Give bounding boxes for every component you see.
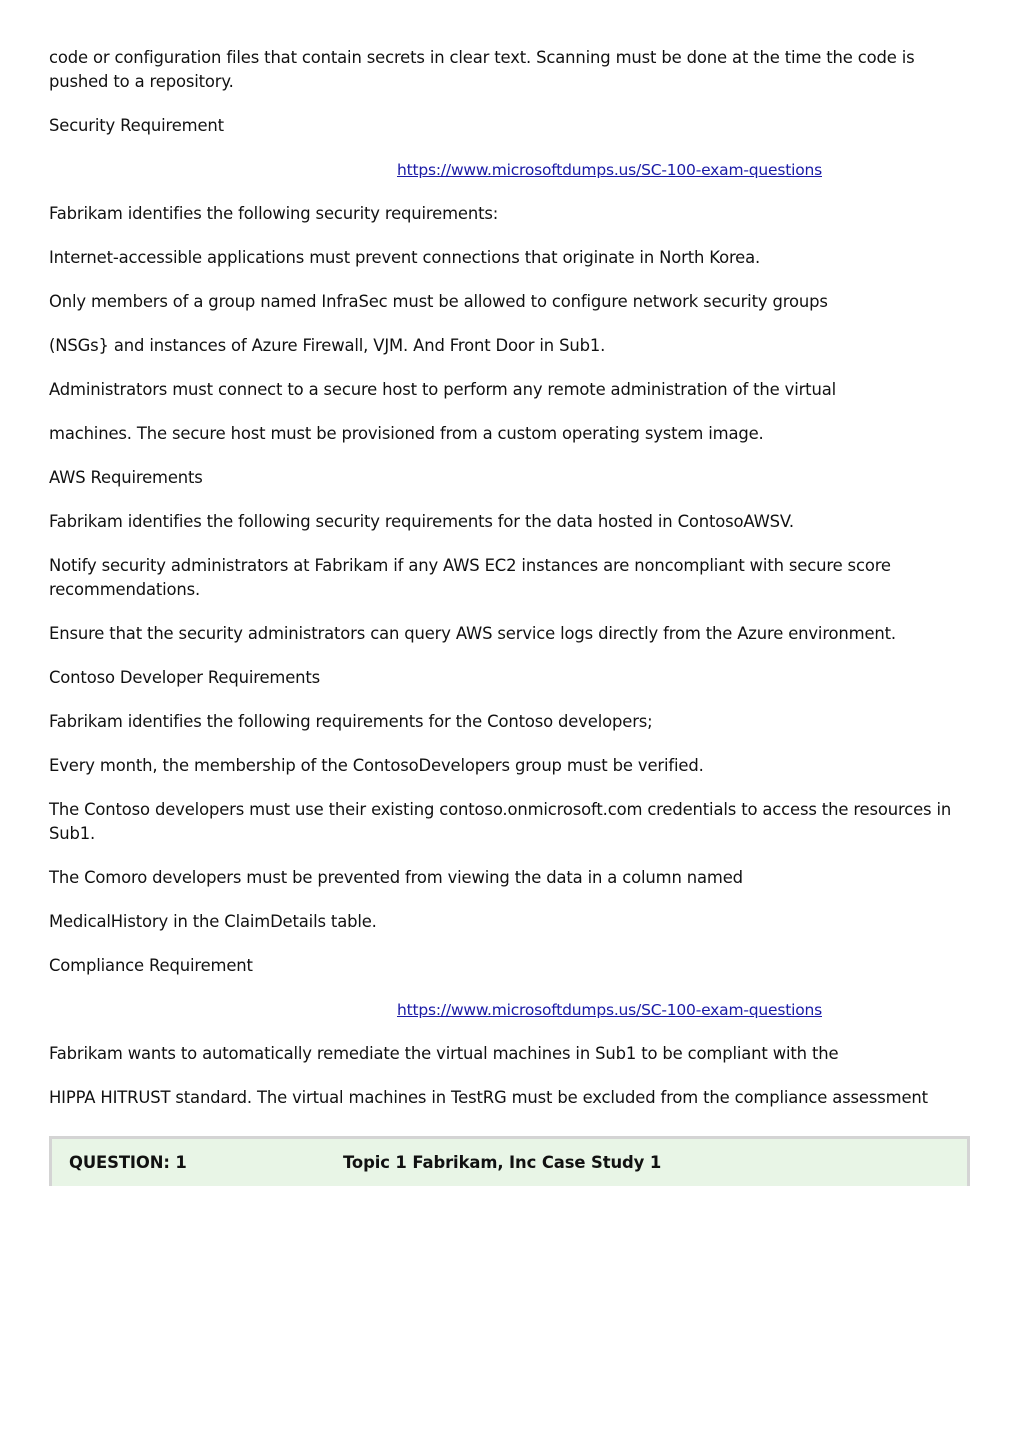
paragraph: MedicalHistory in the ClaimDetails table. <box>49 912 377 931</box>
paragraph: Internet-accessible applications must prevent connections that originate in North Korea. <box>49 248 761 267</box>
paragraph: Fabrikam identifies the following security requirements for the data hosted in ContosoAWSV. <box>49 512 794 531</box>
paragraph: machines. The secure host must be provisioned from a custom operating system image. <box>49 424 764 443</box>
paragraph: Every month, the membership of the ContosoDevelopers group must be verified. <box>49 756 704 775</box>
paragraph: The Comoro developers must be prevented from viewing the data in a column named <box>49 868 743 887</box>
link-row <box>49 998 975 1022</box>
exam-questions-link[interactable]: https://www.microsoftdumps.us/SC-100-exam-questions <box>397 1001 822 1019</box>
paragraph: The Contoso developers must use their existing contoso.onmicrosoft.com credentials to access the resources in Sub1. <box>49 800 952 843</box>
link-row <box>49 158 975 182</box>
section-heading: Security Requirement <box>49 116 224 135</box>
paragraph: (NSGs} and instances of Azure Firewall, VJM. And Front Door in Sub1. <box>49 336 606 355</box>
paragraph: Administrators must connect to a secure host to perform any remote administration of the virtual <box>49 380 836 399</box>
question-header-bar <box>49 1136 970 1186</box>
paragraph: Fabrikam identifies the following requirements for the Contoso developers; <box>49 712 653 731</box>
question-number: QUESTION: 1 <box>69 1153 187 1172</box>
paragraph: Notify security administrators at Fabrikam if any AWS EC2 instances are noncompliant with secure score recommendations. <box>49 556 891 599</box>
paragraph: HIPPA HITRUST standard. The virtual machines in TestRG must be excluded from the compliance assessment <box>49 1088 928 1107</box>
section-heading: Compliance Requirement <box>49 956 253 975</box>
paragraph: Fabrikam wants to automatically remediate the virtual machines in Sub1 to be compliant with the <box>49 1044 839 1063</box>
section-heading: AWS Requirements <box>49 468 203 487</box>
question-topic: Topic 1 Fabrikam, Inc Case Study 1 <box>343 1153 662 1172</box>
paragraph: code or configuration files that contain secrets in clear text. Scanning must be done at the time the code is pushed to a repository. <box>49 48 915 91</box>
paragraph: Only members of a group named InfraSec must be allowed to configure network security groups <box>49 292 828 311</box>
paragraph: Fabrikam identifies the following security requirements: <box>49 204 499 223</box>
paragraph: Ensure that the security administrators can query AWS service logs directly from the Azure environment. <box>49 624 896 643</box>
section-heading: Contoso Developer Requirements <box>49 668 321 687</box>
exam-questions-link[interactable]: https://www.microsoftdumps.us/SC-100-exam-questions <box>397 161 822 179</box>
document-body <box>49 46 975 1130</box>
